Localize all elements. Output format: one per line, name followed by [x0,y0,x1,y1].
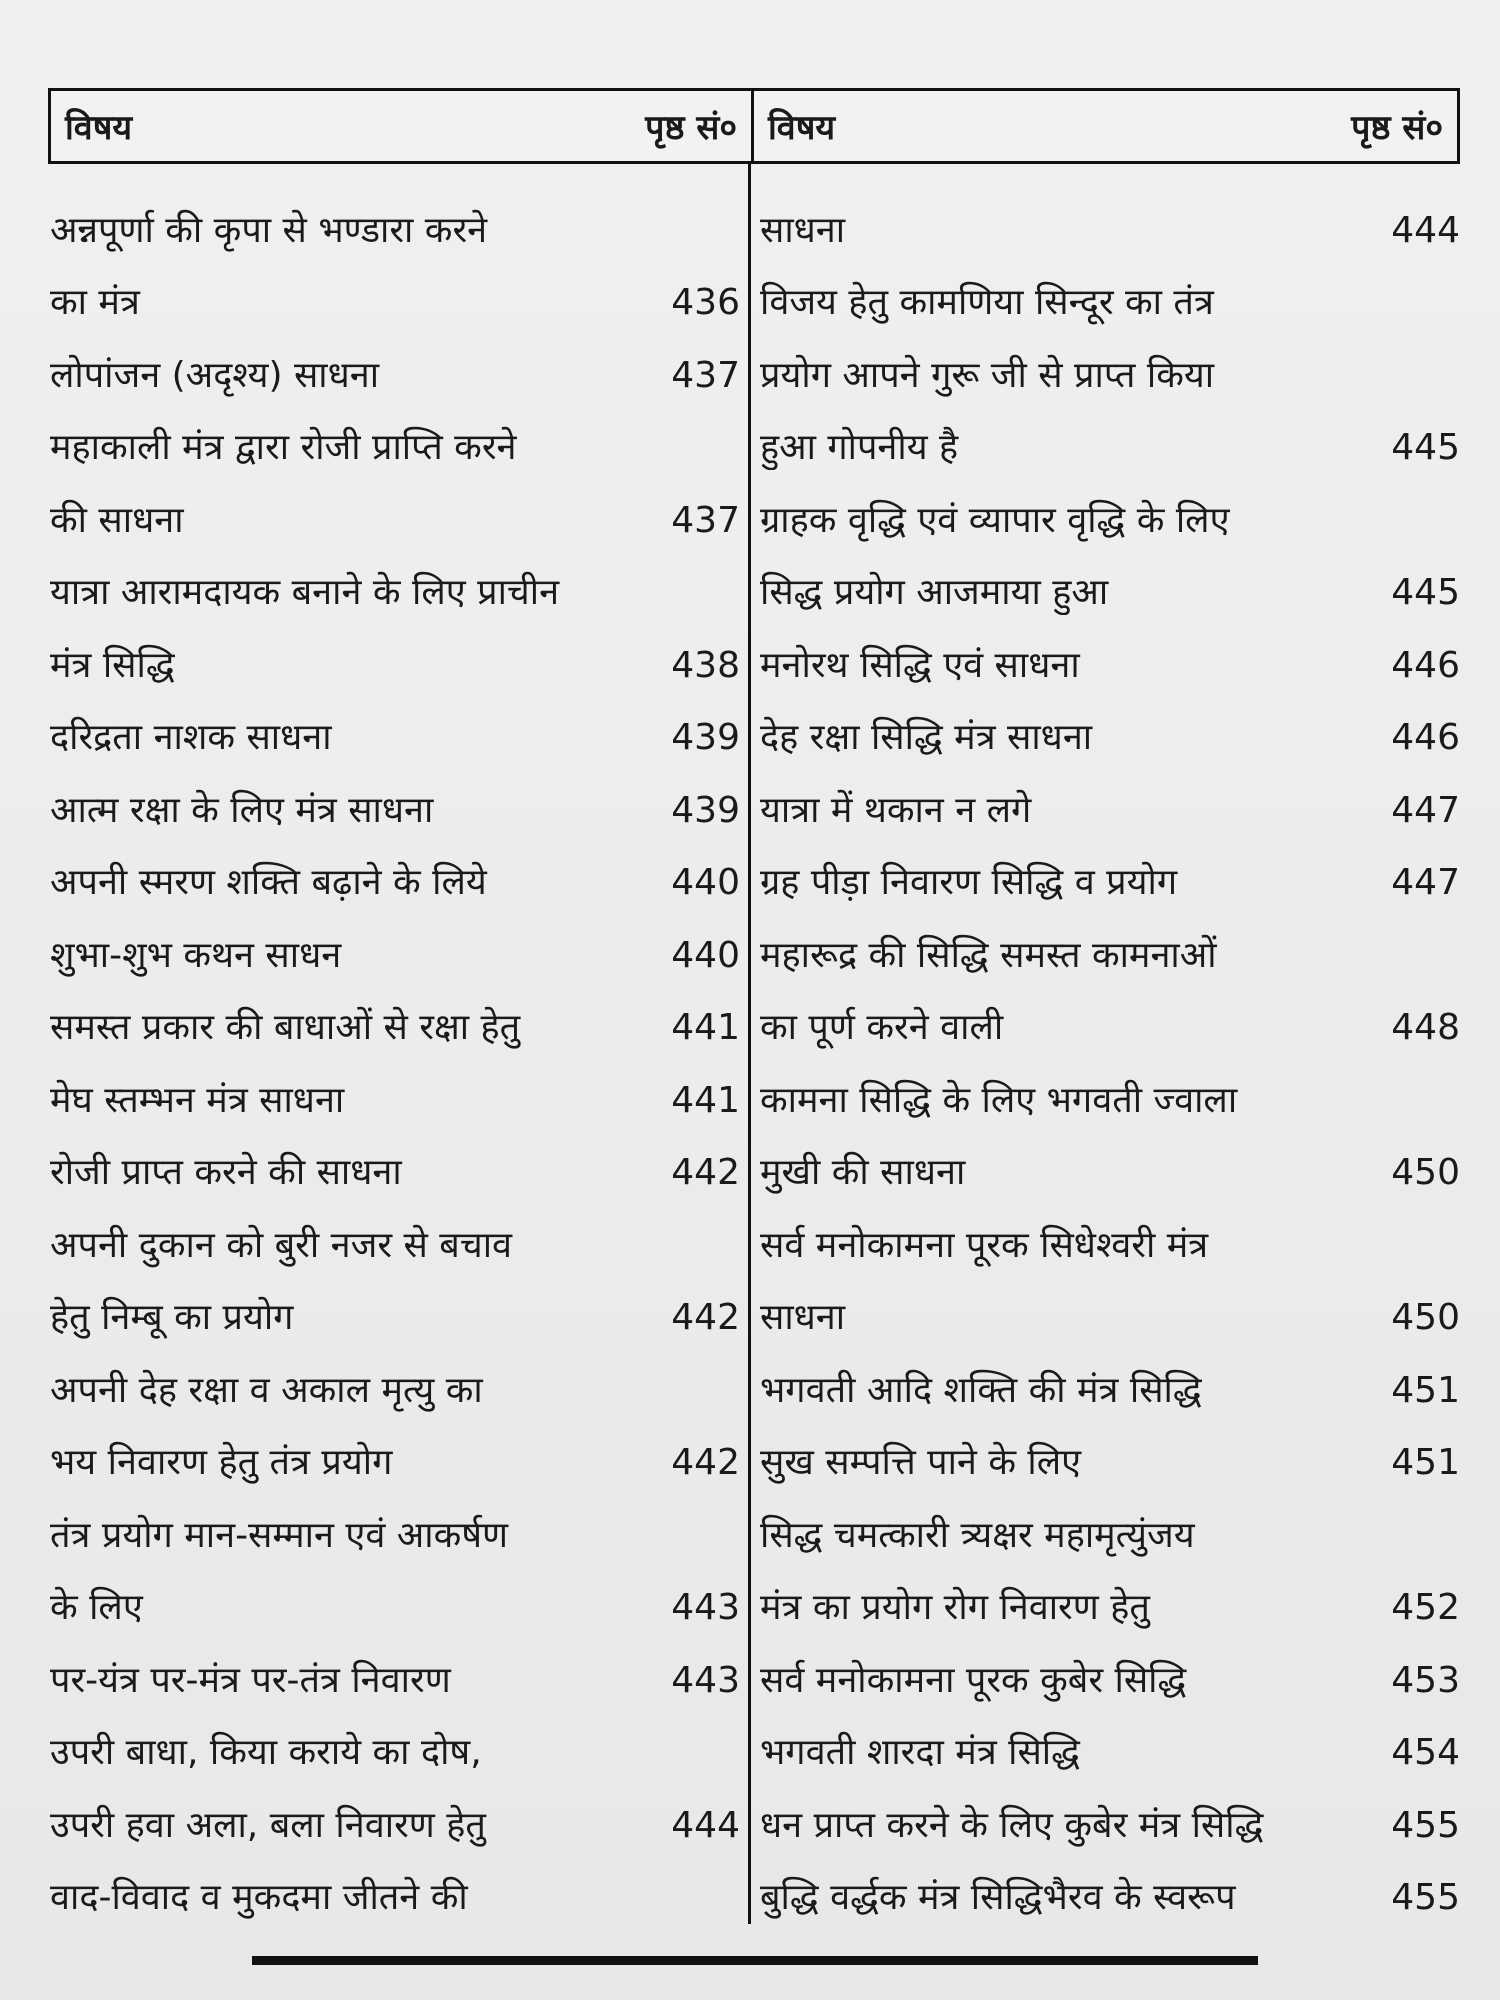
toc-entry [50,1340,740,1413]
entry-title: भगवती आदि शक्ति की मंत्र सिद्धि [760,1369,1202,1411]
entry-title: का मंत्र [50,282,140,323]
toc-entry [50,325,740,398]
entry-title: अपनी देह रक्षा व अकाल मृत्यु का [50,1369,483,1411]
entry-page-number: 437 [671,354,740,396]
toc-entry [760,688,1460,761]
entry-title: बुद्धि वर्द्धक मंत्र सिद्धिभैरव के स्वरूप [760,1877,1236,1918]
entry-page-number: 439 [671,717,740,758]
toc-entry [50,978,740,1051]
entry-page-number: 436 [671,282,740,323]
toc-entry [50,1848,740,1921]
table-header [48,88,1460,164]
entry-title: मुखी की साधना [760,1152,966,1193]
entry-title: का पूर्ण करने वाली [760,1007,1004,1048]
entry-page-number: 446 [1391,644,1460,686]
entry-page-number: 453 [1391,1659,1460,1701]
entry-page-number: 443 [671,1659,740,1701]
entry-title: आत्म रक्षा के लिए मंत्र साधना [50,789,434,831]
entry-title: देह रक्षा सिद्धि मंत्र साधना [760,717,1093,758]
toc-entry [50,1558,740,1631]
entry-page-number: 444 [1391,209,1460,251]
entry-page-number: 448 [1391,1007,1460,1048]
entry-title: मंत्र सिद्धि [50,644,175,686]
toc-entry [760,253,1460,326]
entry-title: के लिए [50,1587,143,1628]
toc-entry [50,1268,740,1341]
toc-entry [760,1195,1460,1268]
header-left [51,91,751,161]
toc-entry [760,325,1460,398]
entry-page-number: 451 [1391,1369,1460,1411]
entry-page-number: 447 [1391,862,1460,903]
entry-page-number: 454 [1391,1732,1460,1773]
entry-page-number: 450 [1391,1297,1460,1338]
entry-title: साधना [760,209,846,251]
toc-entry [50,688,740,761]
entry-title: सर्व मनोकामना पूरक सिधेश्वरी मंत्र [760,1224,1209,1266]
toc-entry [760,1340,1460,1413]
entry-title: तंत्र प्रयोग मान-सम्मान एवं आकर्षण [50,1514,509,1556]
toc-entry [50,905,740,978]
entry-title: की साधना [50,499,184,541]
entry-page-number: 442 [671,1442,740,1483]
entry-title: उपरी हवा अला, बला निवारण हेतु [50,1804,486,1846]
header-page-label: पृष्ठ सं० [1351,108,1443,148]
toc-entry [50,1050,740,1123]
toc-entry [50,253,740,326]
entry-page-number: 446 [1391,717,1460,758]
toc-entry [760,1775,1460,1848]
toc-entry [50,1123,740,1196]
entry-title: दरिद्रता नाशक साधना [50,717,332,758]
toc-entry [50,543,740,616]
entry-title: समस्त प्रकार की बाधाओं से रक्षा हेतु [50,1007,521,1048]
bottom-rule [252,1956,1258,1965]
entry-title: सुख सम्पत्ति पाने के लिए [760,1442,1082,1483]
toc-entry [760,1558,1460,1631]
entry-page-number: 452 [1391,1587,1460,1628]
toc-entry [760,1630,1460,1703]
entry-page-number: 440 [671,862,740,903]
toc-entry [760,1848,1460,1921]
entry-page-number: 442 [671,1297,740,1338]
column-divider [748,164,751,1924]
toc-entry [760,615,1460,688]
entry-title: यात्रा आरामदायक बनाने के लिए प्राचीन [50,572,560,613]
left-column [50,180,740,1920]
entry-title: अपनी दुकान को बुरी नजर से बचाव [50,1224,513,1266]
entry-title: अन्नपूर्णा की कृपा से भण्डारा करने [50,209,488,251]
entry-title: सिद्ध चमत्कारी त्र्यक्षर महामृत्युंजय [760,1514,1195,1556]
entry-page-number: 450 [1391,1152,1460,1193]
toc-entry [50,1775,740,1848]
toc-entry [50,470,740,543]
entry-title: सर्व मनोकामना पूरक कुबेर सिद्धि [760,1659,1187,1701]
toc-entry [760,1050,1460,1123]
toc-entry [50,398,740,471]
entry-page-number: 444 [671,1804,740,1846]
entry-title: सिद्ध प्रयोग आजमाया हुआ [760,572,1109,613]
toc-entry [760,1703,1460,1776]
toc-entry [760,1268,1460,1341]
header-page-label: पृष्ठ सं० [645,108,737,148]
entry-title: विजय हेतु कामणिया सिन्दूर का तंत्र [760,282,1214,323]
toc-entry [760,1123,1460,1196]
entry-page-number: 442 [671,1152,740,1193]
entry-title: हेतु निम्बू का प्रयोग [50,1297,294,1338]
entry-page-number: 437 [671,499,740,541]
entry-title: उपरी बाधा, किया कराये का दोष, [50,1732,482,1773]
toc-entry [50,1195,740,1268]
entry-page-number: 455 [1391,1877,1460,1918]
toc-entry [50,1630,740,1703]
toc-entry [50,760,740,833]
toc-entry [760,470,1460,543]
toc-entry [50,615,740,688]
entry-title: वाद-विवाद व मुकदमा जीतने की [50,1877,468,1918]
toc-entry [50,1413,740,1486]
toc-entry [760,1485,1460,1558]
entry-page-number: 447 [1391,789,1460,831]
entry-page-number: 443 [671,1587,740,1628]
entry-title: साधना [760,1297,846,1338]
entry-title: शुभा-शुभ कथन साधन [50,934,342,976]
toc-entry [50,1703,740,1776]
entry-title: मनोरथ सिद्धि एवं साधना [760,644,1080,686]
entry-title: धन प्राप्त करने के लिए कुबेर मंत्र सिद्धि [760,1804,1264,1846]
toc-entry [760,1413,1460,1486]
entry-title: भय निवारण हेतु तंत्र प्रयोग [50,1442,393,1483]
entry-title: ग्रह पीड़ा निवारण सिद्धि व प्रयोग [760,862,1178,903]
toc-entry [760,833,1460,906]
toc-entry [50,1485,740,1558]
entry-title: लोपांजन (अदृश्य) साधना [50,354,380,396]
entry-title: कामना सिद्धि के लिए भगवती ज्वाला [760,1079,1238,1121]
toc-entry [760,978,1460,1051]
entry-title: ग्राहक वृद्धि एवं व्यापार वृद्धि के लिए [760,499,1230,541]
entry-page-number: 441 [671,1079,740,1121]
entry-title: पर-यंत्र पर-मंत्र पर-तंत्र निवारण [50,1659,451,1701]
entry-title: मंत्र का प्रयोग रोग निवारण हेतु [760,1587,1150,1628]
entry-title: मेघ स्तम्भन मंत्र साधना [50,1079,345,1121]
entry-title: महाकाली मंत्र द्वारा रोजी प्राप्ति करने [50,427,517,468]
entry-title: प्रयोग आपने गुरू जी से प्राप्त किया [760,354,1215,396]
toc-entry [760,543,1460,616]
entry-page-number: 439 [671,789,740,831]
toc-entry [760,398,1460,471]
header-subject-label: विषय [65,108,133,148]
entry-title: अपनी स्मरण शक्ति बढ़ाने के लिये [50,862,487,903]
entry-page-number: 445 [1391,572,1460,613]
toc-entry [760,905,1460,978]
entry-page-number: 440 [671,934,740,976]
entry-title: हुआ गोपनीय है [760,427,959,468]
header-subject-label: विषय [768,108,836,148]
toc-entry [760,180,1460,253]
entry-page-number: 451 [1391,1442,1460,1483]
entry-page-number: 445 [1391,427,1460,468]
entry-title: महारूद्र की सिद्धि समस्त कामनाओं [760,934,1217,976]
toc-entry [50,180,740,253]
right-column [760,180,1460,1920]
entry-page-number: 441 [671,1007,740,1048]
header-right [754,91,1457,161]
entry-page-number: 438 [671,644,740,686]
entry-title: रोजी प्राप्त करने की साधना [50,1152,402,1193]
entry-page-number: 455 [1391,1804,1460,1846]
toc-entry [50,833,740,906]
entry-title: यात्रा में थकान न लगे [760,789,1032,831]
toc-entry [760,760,1460,833]
entry-title: भगवती शारदा मंत्र सिद्धि [760,1732,1080,1773]
